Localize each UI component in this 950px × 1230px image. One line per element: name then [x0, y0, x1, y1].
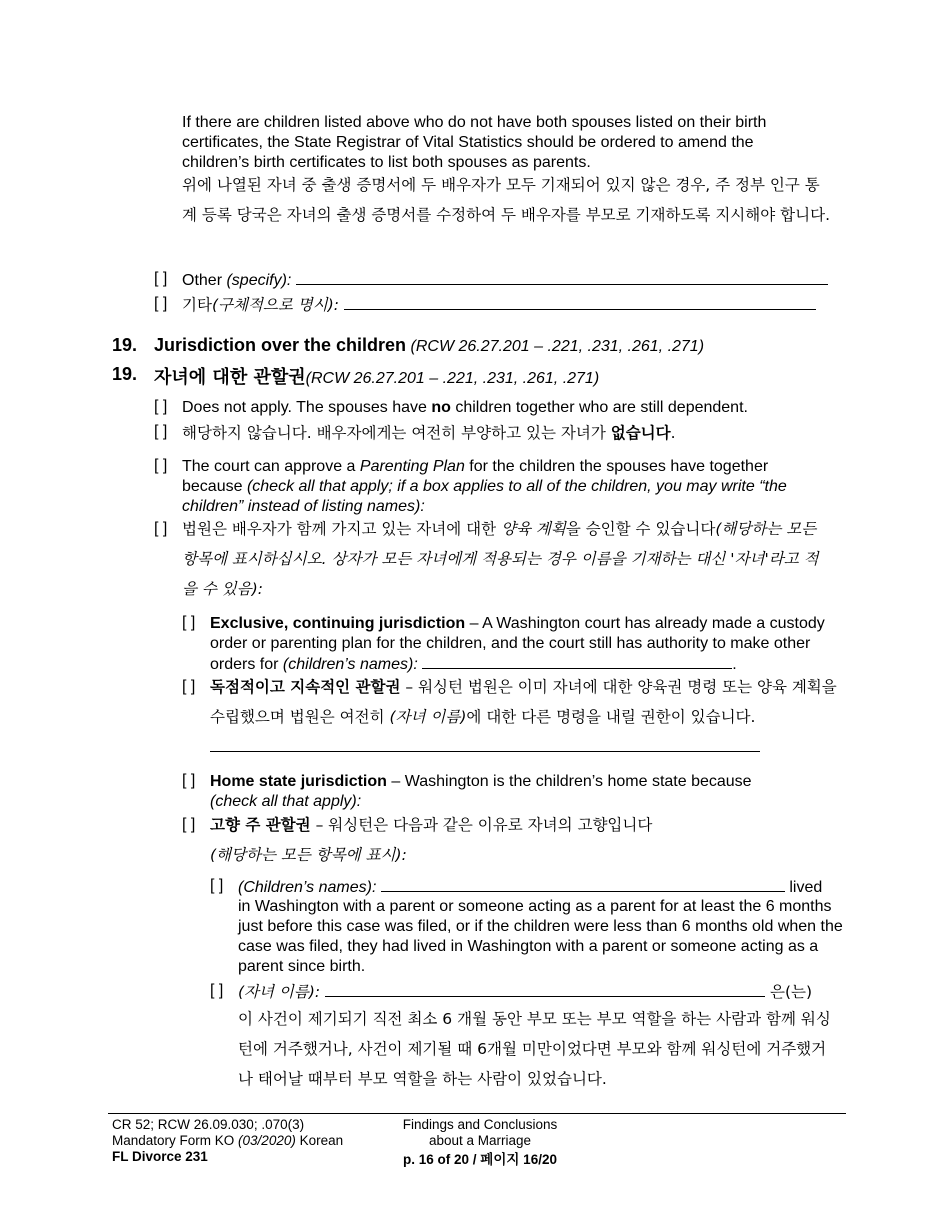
other-ko-specify: (구체적으로 명시): — [211, 296, 340, 314]
amend-birth-cert-ko: 위에 나열된 자녀 중 출생 증명서에 두 배우자가 모두 기재되어 있지 않은 경우, 주 정부 인구 통계 등록 당국은 자녀의 출생 증명서를 수정하여 두 배우자를 부모로 기재하도록 지시해야 합니다. — [182, 176, 831, 224]
footer-divider — [108, 1113, 846, 1114]
amend-birth-cert-en: If there are children listed above who do not have both spouses listed on their birth certificates, the State Registrar of Vital Statistics should be ordered to amend the children’s birth certificates to list both spouses as parents. — [182, 114, 767, 171]
home-state-ko-checkbox[interactable]: [ ] — [182, 816, 196, 833]
lived-ko-checkbox[interactable]: [ ] — [210, 982, 224, 999]
section-rcw-ko: (RCW 26.27.201 – .221, .231, .261, .271) — [305, 370, 600, 387]
lived-en: in Washington with a parent or someone acting as a parent for at least the 6 months just before this case was filed, or if the children were less than 6 months old when the case was filed, they had lived in Washington with a parent or someone acting as a parent since birth. — [238, 898, 843, 975]
other-ko-label: 기타 — [182, 296, 212, 314]
other-label: Other — [182, 272, 223, 289]
other-ko-field[interactable] — [344, 295, 816, 310]
exclusive-en: Exclusive, continuing jurisdiction – A Washington court has already made a custody order or parenting plan for the children, and the court still has authority to make other orders for (children’s names): . — [210, 615, 825, 673]
home-state-checkbox[interactable]: [ ] — [182, 772, 196, 789]
lived-ko-line1: (자녀 이름): 은(는) — [238, 983, 813, 1001]
parenting-plan-checkbox[interactable]: [ ] — [154, 457, 168, 474]
other-checkbox[interactable]: [ ] — [154, 270, 168, 287]
lived-ko: 이 사건이 제기되기 직전 최소 6 개월 동안 부모 또는 부모 역할을 하는 사람과 함께 워싱턴에 거주했거나, 사건이 제기될 때 6개월 미만이었다면 부모와 함께 워싱턴에 거주했거나 태어날 때부터 부모 역할을 하는 사람이 있었습니다. — [238, 1010, 831, 1088]
parenting-plan-en: The court can approve a Parenting Plan for the children the spouses have together because (check all that apply; if a box applies to all of the children, you may write “the children” instead of listing names): — [182, 458, 787, 515]
home-state-en: Home state jurisdiction – Washington is the children’s home state because (check all that apply): — [210, 773, 752, 810]
exclusive-ko: 독점적이고 지속적인 관할권 – 워싱턴 법원은 이미 자녀에 대한 양육권 명령 또는 양육 계획을 수립했으며 법원은 여전히 (자녀 이름)에 대한 다른 명령을 내릴 권한이 있습니다. — [210, 672, 842, 762]
not-apply-ko-checkbox[interactable]: [ ] — [154, 423, 168, 440]
exclusive-names-field[interactable] — [422, 654, 732, 669]
page-number: p. 16 of 20 / 페이지 16/20 — [403, 1152, 557, 1167]
section-rcw: (RCW 26.27.201 – .221, .231, .261, .271) — [410, 338, 705, 355]
lived-checkbox[interactable]: [ ] — [210, 877, 224, 894]
not-apply-en: Does not apply. The spouses have no children together who are still dependent. — [182, 399, 748, 416]
parenting-plan-ko: 법원은 배우자가 함께 가지고 있는 자녀에 대한 양육 계획을 승인할 수 있습니다(해당하는 모든 항목에 표시하십시오. 상자가 모든 자녀에게 적용되는 경우 이름을 기재하는 대신 '자녀'라고 적을 수 있음): — [182, 520, 819, 598]
footer-left: CR 52; RCW 26.09.030; .070(3) Mandatory Form KO (03/2020) Korean FL Divorce 231 — [112, 1117, 344, 1164]
other-specify: (specify): — [226, 272, 292, 289]
not-apply-checkbox[interactable]: [ ] — [154, 398, 168, 415]
exclusive-ko-field[interactable] — [210, 737, 760, 752]
parenting-plan-ko-checkbox[interactable]: [ ] — [154, 520, 168, 537]
home-state-ko: 고향 주 관할권 – 워싱턴은 다음과 같은 이유로 자녀의 고향입니다 (해당하는 모든 항목에 표시): — [210, 816, 653, 864]
exclusive-checkbox[interactable]: [ ] — [182, 614, 196, 631]
other-ko-checkbox[interactable]: [ ] — [154, 295, 168, 312]
exclusive-ko-checkbox[interactable]: [ ] — [182, 678, 196, 695]
other-en — [182, 270, 842, 291]
section-title-ko: 자녀에 대한 관할권(RCW 26.27.201 – .221, .231, .261, .271) — [154, 367, 600, 388]
lived-ko-names-field[interactable] — [325, 982, 765, 997]
section-number-ko: 19. — [112, 364, 138, 384]
section-title-en: Jurisdiction over the children (RCW 26.27.201 – .221, .231, .261, .271) — [154, 335, 705, 355]
lived-names-field[interactable] — [381, 877, 785, 892]
footer-center: Findings and Conclusions about a Marriage p. 16 of 20 / 페이지 16/20 — [380, 1117, 580, 1168]
not-apply-ko: 해당하지 않습니다. 배우자에게는 여전히 부양하고 있는 자녀가 없습니다. — [182, 424, 676, 442]
other-ko — [182, 295, 842, 315]
lived-en-line1: (Children’s names): lived — [238, 879, 823, 896]
other-field[interactable] — [296, 270, 828, 285]
section-number: 19. — [112, 335, 138, 355]
